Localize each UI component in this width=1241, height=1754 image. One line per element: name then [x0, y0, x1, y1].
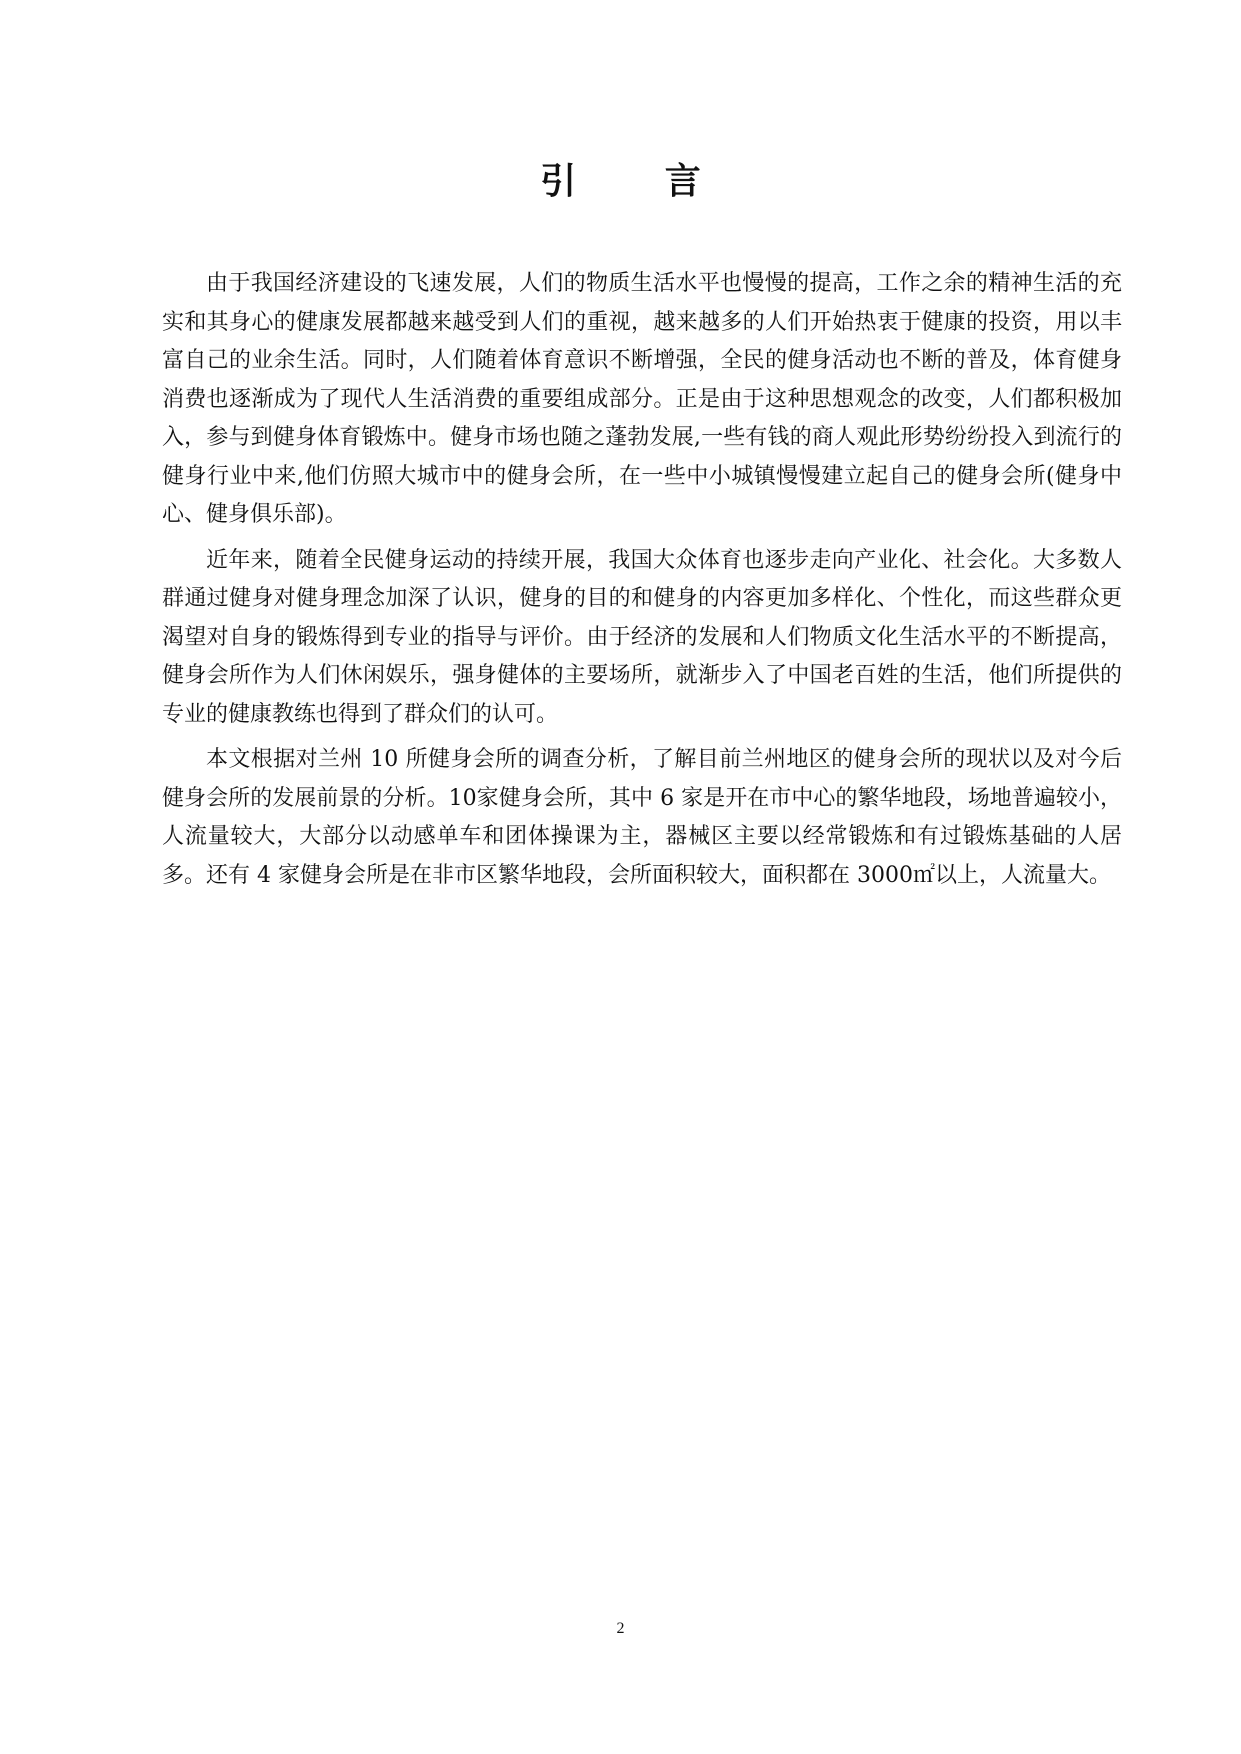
body-text: [162, 265, 1122, 902]
paragraph-1: 由于我国经济建设的飞速发展，人们的物质生活水平也慢慢的提高，工作之余的精神生活的充实和其身心的健康发展都越来越受到人们的重视，越来越多的人们开始热衷于健康的投资，用以丰富自己的业余生活。同时，人们随着体育意识不断增强，全民的健身活动也不断的普及，体育健身消费也逐渐成为了现代人生活消费的重要组成部分。正是由于这种思想观念的改变，人们都积极加入，参与到健身体育锻炼中。健身市场也随之蓬勃发展,一些有钱的商人观此形势纷纷投入到流行的健身行业中来,他们仿照大城市中的健身会所，在一些中小城镇慢慢建立起自己的健身会所(健身中心、健身俱乐部)。: [162, 271, 1122, 527]
paragraph-3: 本文根据对兰州 10 所健身会所的调查分析，了解目前兰州地区的健身会所的现状以及对今后健身会所的发展前景的分析。10家健身会所，其中 6 家是开在市中心的繁华地段，场地普遍较小，人流量较大，大部分以动感单车和团体操课为主，器械区主要以经常锻炼和有过锻炼基础的人居多。还有 4 家健身会所是在非市区繁华地段，会所面积较大，面积都在 3000㎡以上，人流量大。: [162, 747, 1122, 888]
page-number: 2: [616, 1620, 625, 1637]
paragraph-2: 近年来，随着全民健身运动的持续开展，我国大众体育也逐步走向产业化、社会化。大多数人群通过健身对健身理念加深了认识，健身的目的和健身的内容更加多样化、个性化，而这些群众更渴望对自身的锻炼得到专业的指导与评价。由于经济的发展和人们物质文化生活水平的不断提高，健身会所作为人们休闲娱乐，强身健体的主要场所，就渐步入了中国老百姓的生活，他们所提供的专业的健康教练也得到了群众们的认可。: [162, 547, 1122, 727]
page-title: 引 言: [540, 161, 739, 202]
